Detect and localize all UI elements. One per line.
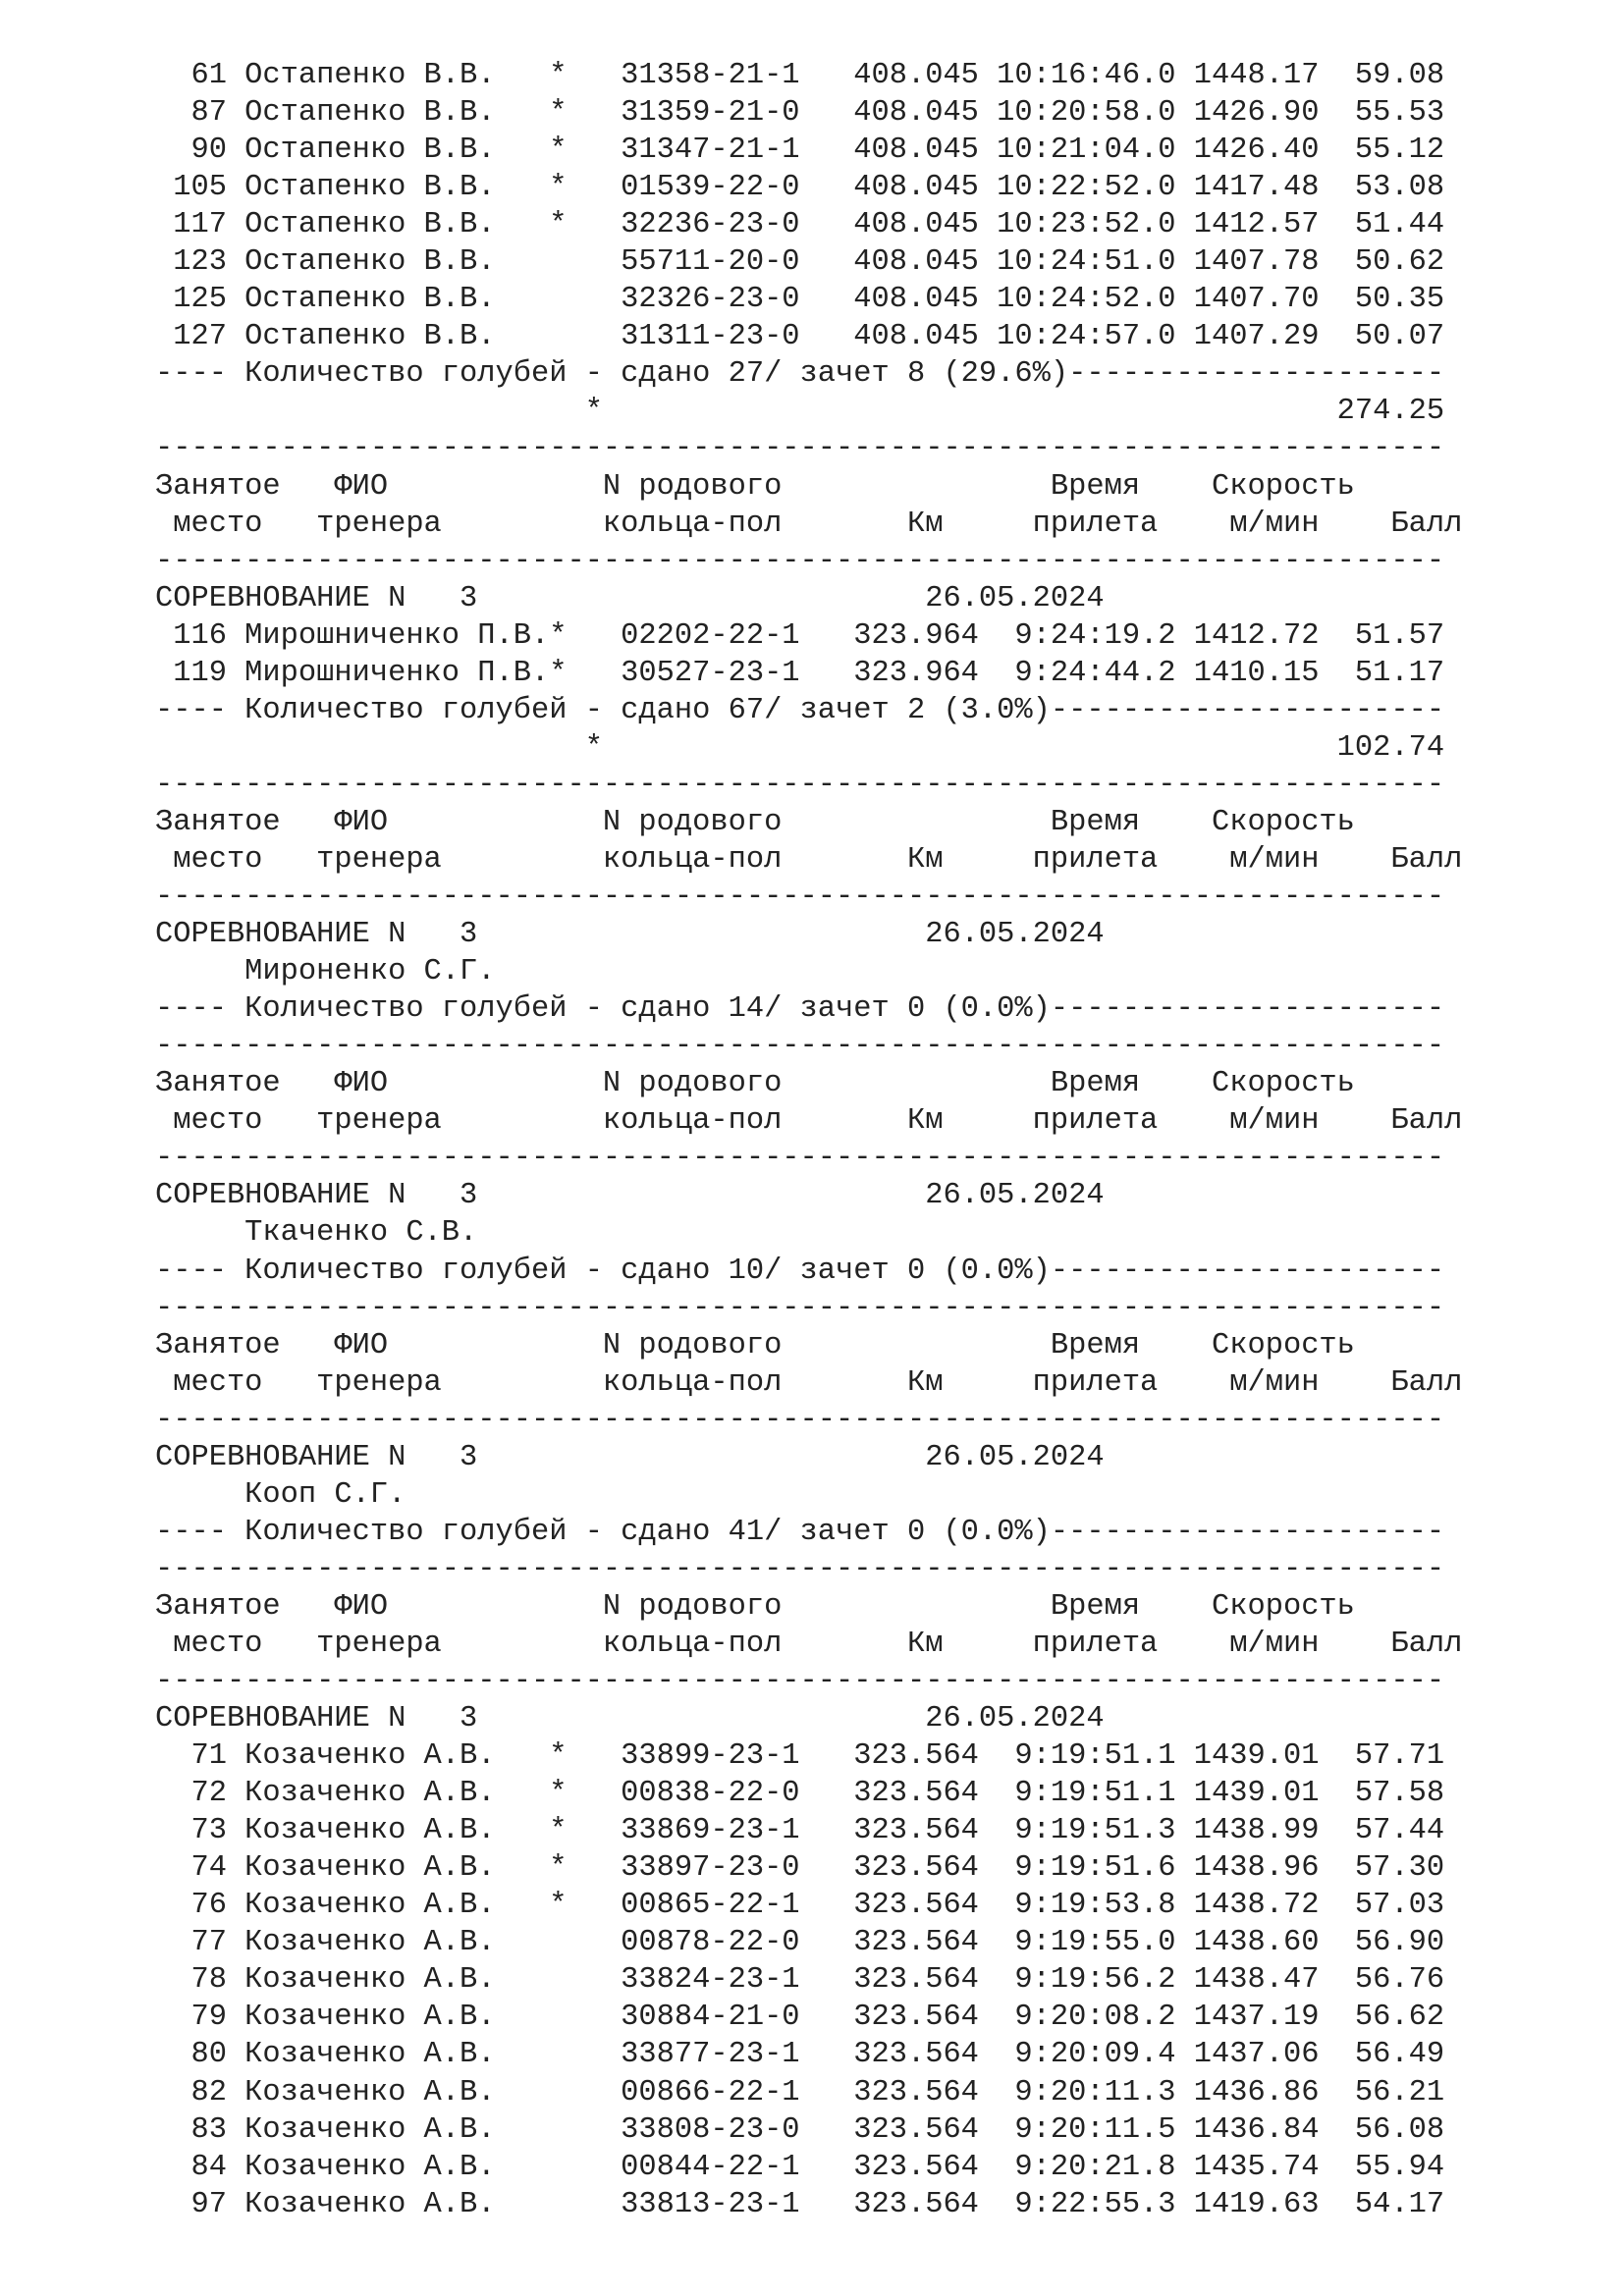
- column-header-row-1: Занятое ФИО N родового Время Скорость: [155, 1589, 1355, 1624]
- total-score-line: * 102.74: [155, 730, 1445, 765]
- result-row: 123 Остапенко В.В. 55711-20-0 408.045 10:24:51.0 1407.78 50.62: [155, 245, 1445, 280]
- result-row: 83 Козаченко А.В. 33808-23-0 323.564 9:20:11.5 1436.84 56.08: [155, 2112, 1445, 2147]
- trainer-name-line: Кооп С.Г.: [155, 1477, 406, 1512]
- column-header-row-2: место тренера кольца-пол Км прилета м/мин Балл: [155, 842, 1463, 877]
- pigeon-count-summary: ---- Количество голубей - сдано 41/ зачет 0 (0.0%)----------------------: [155, 1515, 1445, 1549]
- column-header-row-2: место тренера кольца-пол Км прилета м/мин Балл: [155, 1104, 1463, 1139]
- separator-line: ------------------------------------------------------------------------: [155, 1142, 1445, 1176]
- separator-line: ------------------------------------------------------------------------: [155, 1403, 1445, 1437]
- result-row: 127 Остапенко В.В. 31311-23-0 408.045 10:24:57.0 1407.29 50.07: [155, 320, 1445, 354]
- result-row: 84 Козаченко А.В. 00844-22-1 323.564 9:20:21.8 1435.74 55.94: [155, 2150, 1445, 2184]
- column-header-row-2: место тренера кольца-пол Км прилета м/мин Балл: [155, 1627, 1463, 1661]
- result-row: 117 Остапенко В.В. * 32236-23-0 408.045 10:23:52.0 1412.57 51.44: [155, 208, 1445, 242]
- pigeon-count-summary: ---- Количество голубей - сдано 27/ зачет 8 (29.6%)---------------------: [155, 357, 1445, 392]
- result-row: 74 Козаченко А.В. * 33897-23-0 323.564 9:19:51.6 1438.96 57.30: [155, 1851, 1445, 1886]
- total-score-line: * 274.25: [155, 395, 1445, 429]
- column-header-row-1: Занятое ФИО N родового Время Скорость: [155, 469, 1355, 504]
- trainer-name-line: Мироненко С.Г.: [155, 955, 496, 989]
- result-row: 77 Козаченко А.В. 00878-22-0 323.564 9:19:55.0 1438.60 56.90: [155, 1926, 1445, 1960]
- result-row: 97 Козаченко А.В. 33813-23-1 323.564 9:22:55.3 1419.63 54.17: [155, 2187, 1445, 2221]
- result-row: 73 Козаченко А.В. * 33869-23-1 323.564 9:19:51.3 1438.99 57.44: [155, 1814, 1445, 1848]
- results-printout: [155, 57, 1462, 2223]
- result-row: 80 Козаченко А.В. 33877-23-1 323.564 9:20:09.4 1437.06 56.49: [155, 2038, 1445, 2072]
- separator-line: ------------------------------------------------------------------------: [155, 432, 1445, 466]
- competition-header: СОРЕВНОВАНИЕ N 3 26.05.2024: [155, 1702, 1105, 1736]
- competition-header: СОРЕВНОВАНИЕ N 3 26.05.2024: [155, 1179, 1105, 1213]
- separator-line: ------------------------------------------------------------------------: [155, 544, 1445, 578]
- separator-line: ------------------------------------------------------------------------: [155, 1291, 1445, 1325]
- result-row: 105 Остапенко В.В. * 01539-22-0 408.045 10:22:52.0 1417.48 53.08: [155, 171, 1445, 205]
- competition-header: СОРЕВНОВАНИЕ N 3 26.05.2024: [155, 918, 1105, 952]
- result-row: 71 Козаченко А.В. * 33899-23-1 323.564 9:19:51.1 1439.01 57.71: [155, 1739, 1445, 1774]
- result-row: 90 Остапенко В.В. * 31347-21-1 408.045 10:21:04.0 1426.40 55.12: [155, 133, 1445, 168]
- separator-line: ------------------------------------------------------------------------: [155, 1030, 1445, 1064]
- result-row: 78 Козаченко А.В. 33824-23-1 323.564 9:19:56.2 1438.47 56.76: [155, 1963, 1445, 1998]
- trainer-name-line: Ткаченко С.В.: [155, 1216, 478, 1251]
- separator-line: ------------------------------------------------------------------------: [155, 768, 1445, 802]
- competition-header: СОРЕВНОВАНИЕ N 3 26.05.2024: [155, 1440, 1105, 1474]
- separator-line: ------------------------------------------------------------------------: [155, 881, 1445, 915]
- pigeon-count-summary: ---- Количество голубей - сдано 67/ зачет 2 (3.0%)----------------------: [155, 693, 1445, 727]
- competition-header: СОРЕВНОВАНИЕ N 3 26.05.2024: [155, 581, 1105, 615]
- separator-line: ------------------------------------------------------------------------: [155, 1665, 1445, 1699]
- result-row: 79 Козаченко А.В. 30884-21-0 323.564 9:20:08.2 1437.19 56.62: [155, 2001, 1445, 2035]
- column-header-row-1: Занятое ФИО N родового Время Скорость: [155, 805, 1355, 839]
- result-row: 82 Козаченко А.В. 00866-22-1 323.564 9:20:11.3 1436.86 56.21: [155, 2075, 1445, 2109]
- separator-line: ------------------------------------------------------------------------: [155, 1552, 1445, 1586]
- column-header-row-2: место тренера кольца-пол Км прилета м/мин Балл: [155, 1365, 1463, 1400]
- result-row: 72 Козаченко А.В. * 00838-22-0 323.564 9:19:51.1 1439.01 57.58: [155, 1777, 1445, 1811]
- result-row: 125 Остапенко В.В. 32326-23-0 408.045 10:24:52.0 1407.70 50.35: [155, 283, 1445, 317]
- result-row: 116 Мирошниченко П.В.* 02202-22-1 323.964 9:24:19.2 1412.72 51.57: [155, 618, 1445, 653]
- result-row: 119 Мирошниченко П.В.* 30527-23-1 323.964 9:24:44.2 1410.15 51.17: [155, 656, 1445, 690]
- column-header-row-1: Занятое ФИО N родового Время Скорость: [155, 1328, 1355, 1362]
- column-header-row-2: место тренера кольца-пол Км прилета м/мин Балл: [155, 507, 1463, 541]
- result-row: 61 Остапенко В.В. * 31358-21-1 408.045 10:16:46.0 1448.17 59.08: [155, 59, 1445, 92]
- column-header-row-1: Занятое ФИО N родового Время Скорость: [155, 1067, 1355, 1101]
- result-row: 76 Козаченко А.В. * 00865-22-1 323.564 9:19:53.8 1438.72 57.03: [155, 1889, 1445, 1923]
- pigeon-count-summary: ---- Количество голубей - сдано 10/ зачет 0 (0.0%)----------------------: [155, 1254, 1445, 1288]
- pigeon-count-summary: ---- Количество голубей - сдано 14/ зачет 0 (0.0%)----------------------: [155, 992, 1445, 1027]
- result-row: 87 Остапенко В.В. * 31359-21-0 408.045 10:20:58.0 1426.90 55.53: [155, 96, 1445, 131]
